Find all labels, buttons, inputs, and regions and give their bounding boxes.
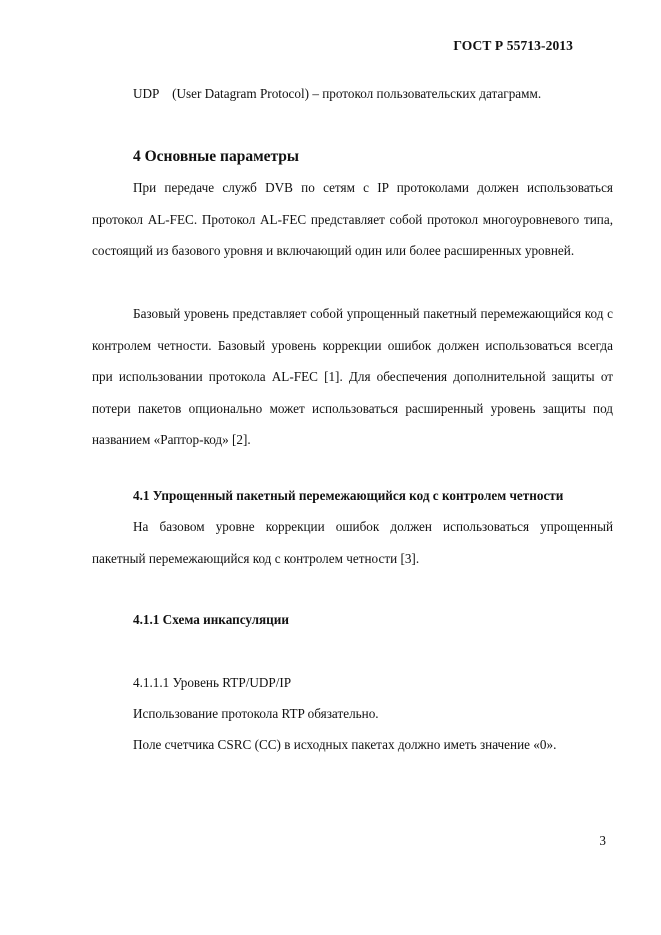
section-4-paragraph-2: Базовый уровень представляет собой упрощенный пакетный перемежающийся код с контролем четности. Базовый уровень коррекции ошибок должен использоваться всегда при использовании протокола AL-FEC [1]. Для обеспечения дополнительной защиты от потери пакетов опционально может использоваться расширенный уровень защиты под названием «Раптор-код» [2]. — [92, 306, 613, 447]
section-4-1-1-1-heading: 4.1.1.1 Уровень RTP/UDP/IP — [133, 675, 292, 690]
abbreviation-definition: (User Datagram Protocol) – протокол пользовательских датаграмм. — [172, 86, 542, 101]
section-4-1-1-heading: 4.1.1 Схема инкапсуляции — [133, 612, 289, 627]
section-4-1-heading: 4.1 Упрощенный пакетный перемежающийся код с контролем четности — [133, 488, 564, 503]
page-number: 3 — [599, 833, 606, 848]
abbreviation-term: UDP — [133, 86, 159, 101]
abbreviation-entry — [133, 86, 541, 102]
section-4-1-paragraph: На базовом уровне коррекции ошибок должен использоваться упрощенный пакетный перемежающийся код с контролем четности [3]. — [92, 519, 613, 566]
csrc-requirement-line: Поле счетчика CSRC (CC) в исходных пакетах должно иметь значение «0». — [133, 737, 557, 752]
rtp-requirement-line: Использование протокола RTP обязательно. — [133, 706, 379, 721]
section-4-heading: 4 Основные параметры — [133, 148, 300, 165]
section-4-paragraph-1: При передаче служб DVB по сетям с IP протоколами должен использоваться протокол AL-FEC. Протокол AL-FEC представляет собой протокол многоуровневого типа, состоящий из базового уровня и включающий один или более расширенных уровней. — [92, 180, 613, 258]
standard-id-header: ГОСТ Р 55713-2013 — [453, 38, 573, 53]
